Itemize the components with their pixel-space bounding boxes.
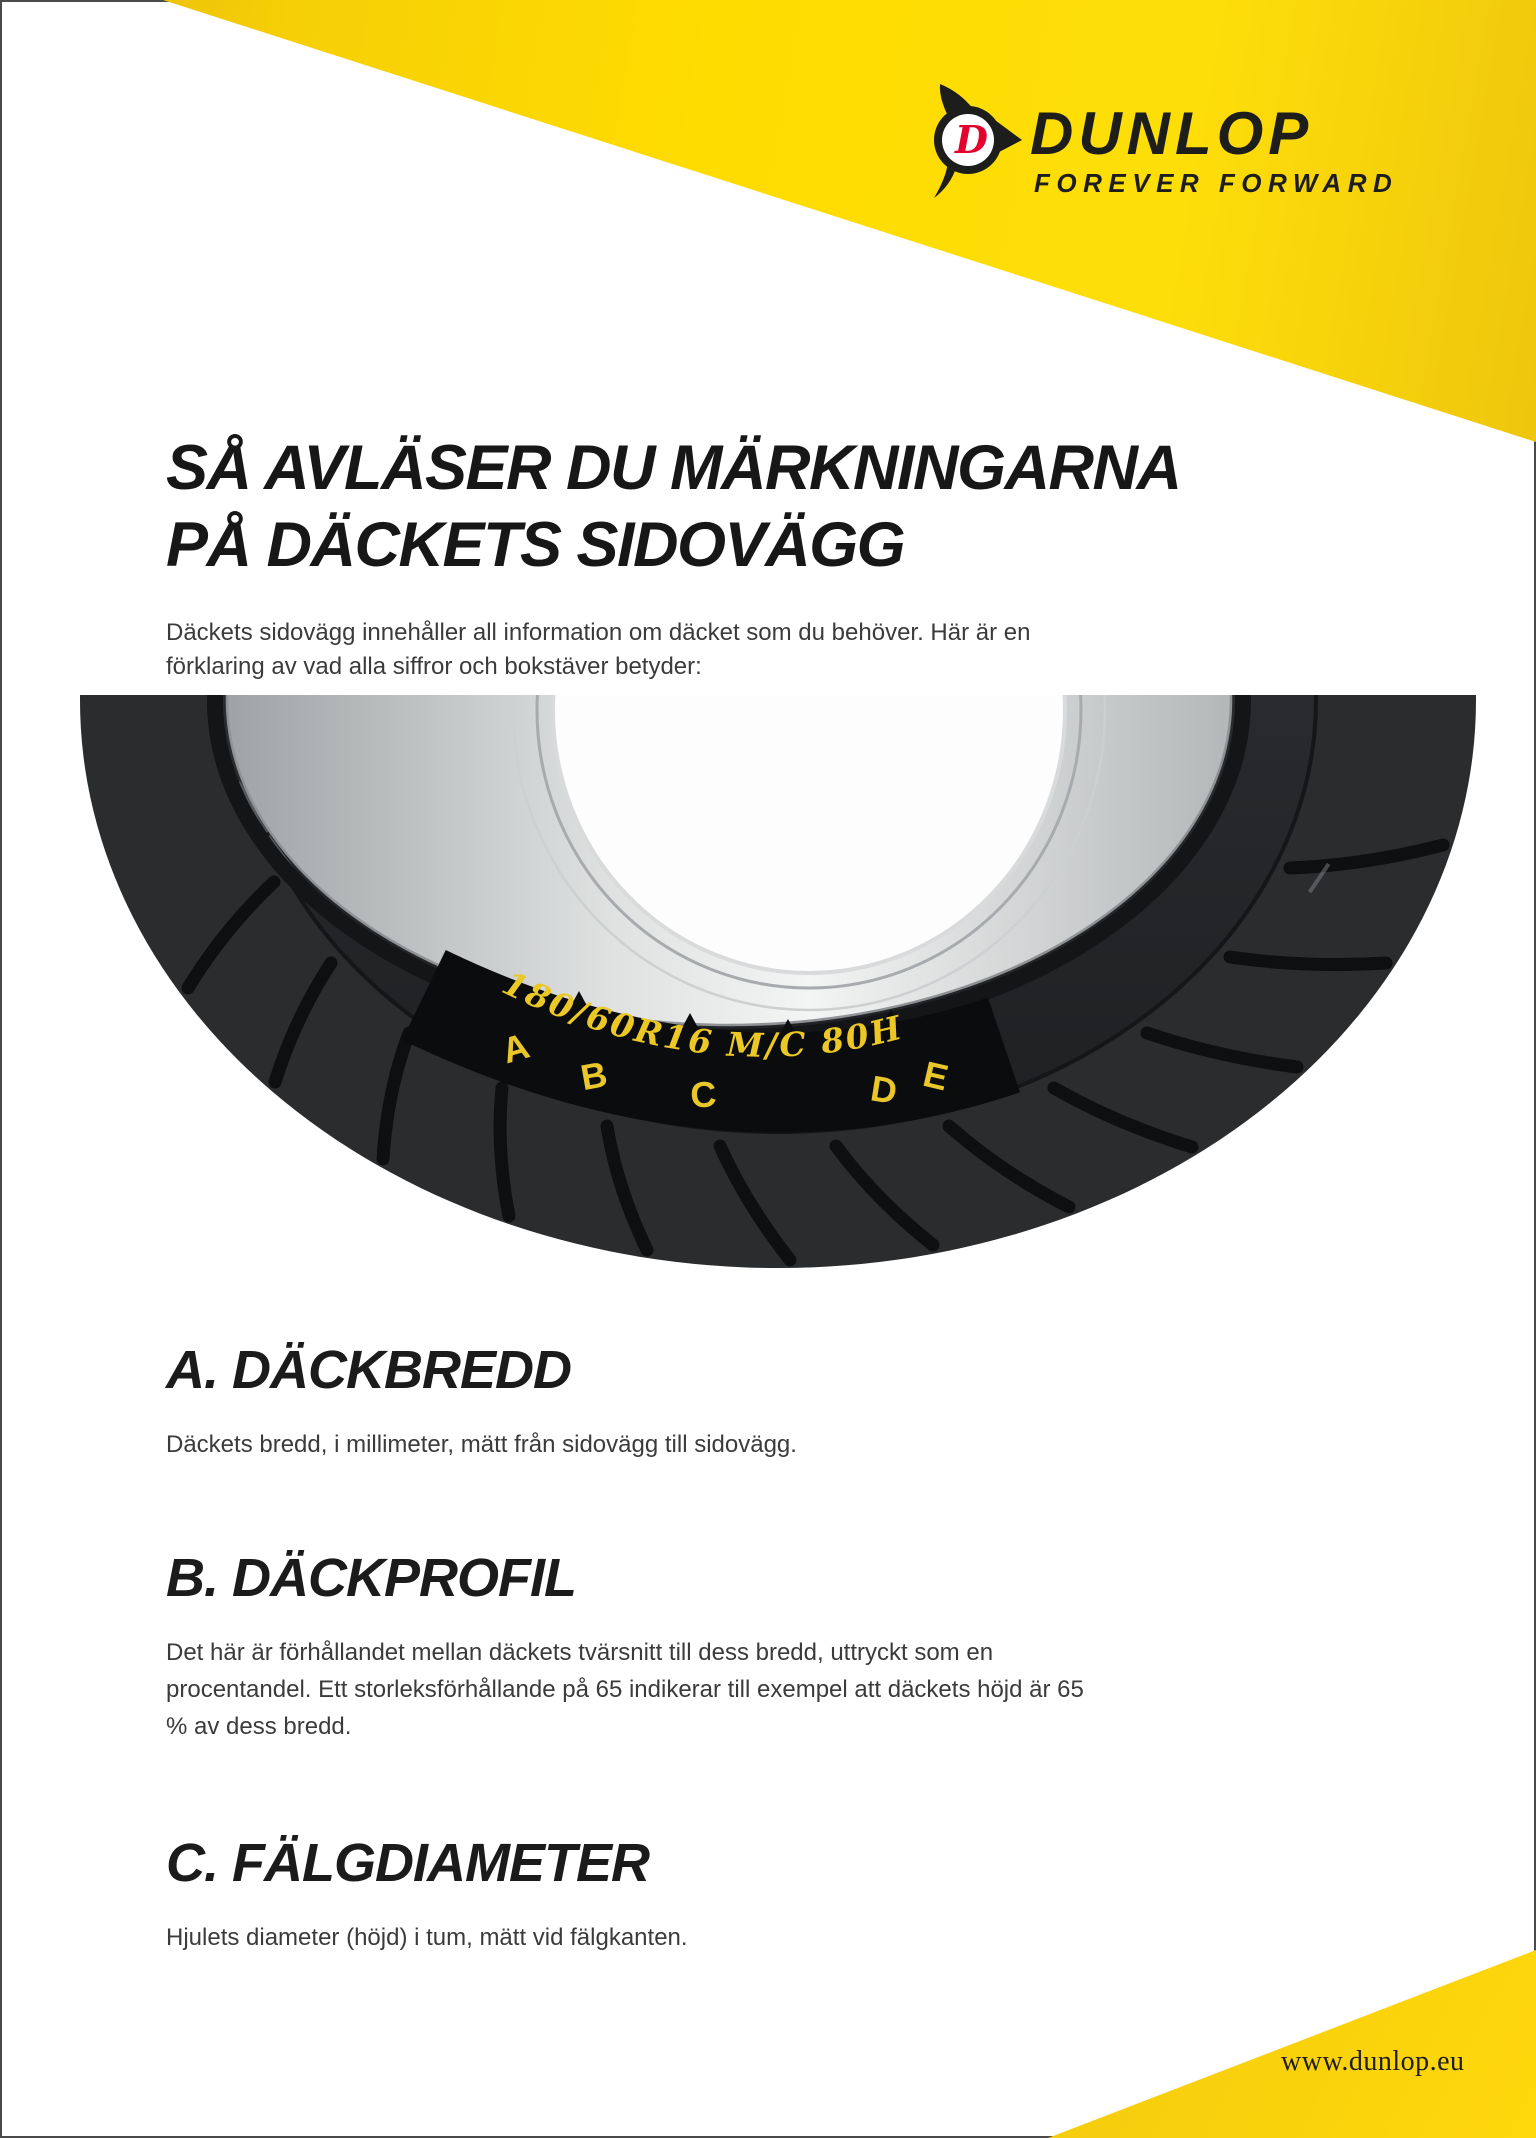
marker-letter-b: B	[577, 1053, 611, 1099]
marker-letter-c: C	[689, 1073, 718, 1116]
logo-tagline: FOREVER FORWARD	[1034, 168, 1399, 198]
website-link[interactable]: www.dunlop.eu	[1281, 2046, 1465, 2077]
intro-paragraph	[166, 616, 1406, 684]
intro-line1: Däckets sidovägg innehåller all information om däcket som du behöver. Här är en	[166, 619, 1031, 646]
page-title	[166, 430, 1426, 584]
logo-d-letter: D	[955, 117, 988, 162]
section-b-heading: B. DÄCKPROFIL	[166, 1548, 576, 1608]
marker-letter-e: E	[919, 1053, 953, 1099]
section-daeckbredd	[166, 1340, 1436, 1463]
section-b-body-line1: Det här är förhållandet mellan däckets tvärsnitt till dess bredd, uttryckt som en	[166, 1639, 994, 1666]
tire-size-marking: 180/60R16 M/C 80H	[496, 963, 908, 1065]
page-title-line1: SÅ AVLÄSER DU MÄRKNINGARNA	[166, 433, 1181, 503]
section-c-heading: C. FÄLGDIAMETER	[166, 1833, 649, 1893]
top-banner-yellow	[0, 0, 1536, 442]
section-a-body	[166, 1426, 1436, 1463]
section-c-body	[166, 1919, 1436, 1956]
section-b-body-line3: % av dess bredd.	[166, 1713, 352, 1740]
section-faelgdiameter	[166, 1833, 1436, 1956]
marker-letter-d: D	[867, 1067, 901, 1112]
logo-wordmark: DUNLOP	[1030, 100, 1314, 167]
section-daeckprofil	[166, 1548, 1436, 1745]
marker-letter-a: A	[497, 1024, 534, 1072]
dunlop-logo	[926, 80, 1450, 200]
page-title-line2: PÅ DÄCKETS SIDOVÄGG	[166, 510, 905, 580]
section-c-body-line1: Hjulets diameter (höjd) i tum, mätt vid fälgkanten.	[166, 1924, 688, 1951]
section-a-heading: A. DÄCKBREDD	[166, 1340, 571, 1400]
bottom-banner-yellow	[0, 1950, 1536, 2138]
intro-line2: förklaring av vad alla siffror och bokstäver betyder:	[166, 653, 702, 680]
flying-d-icon	[934, 84, 1022, 198]
tire-photo	[64, 695, 1494, 1275]
section-a-body-line1: Däckets bredd, i millimeter, mätt från sidovägg till sidovägg.	[166, 1431, 797, 1458]
section-b-body-line2: procentandel. Ett storleksförhållande på 65 indikerar till exempel att däckets höjd är 65	[166, 1676, 1084, 1703]
section-b-body	[166, 1634, 1436, 1745]
